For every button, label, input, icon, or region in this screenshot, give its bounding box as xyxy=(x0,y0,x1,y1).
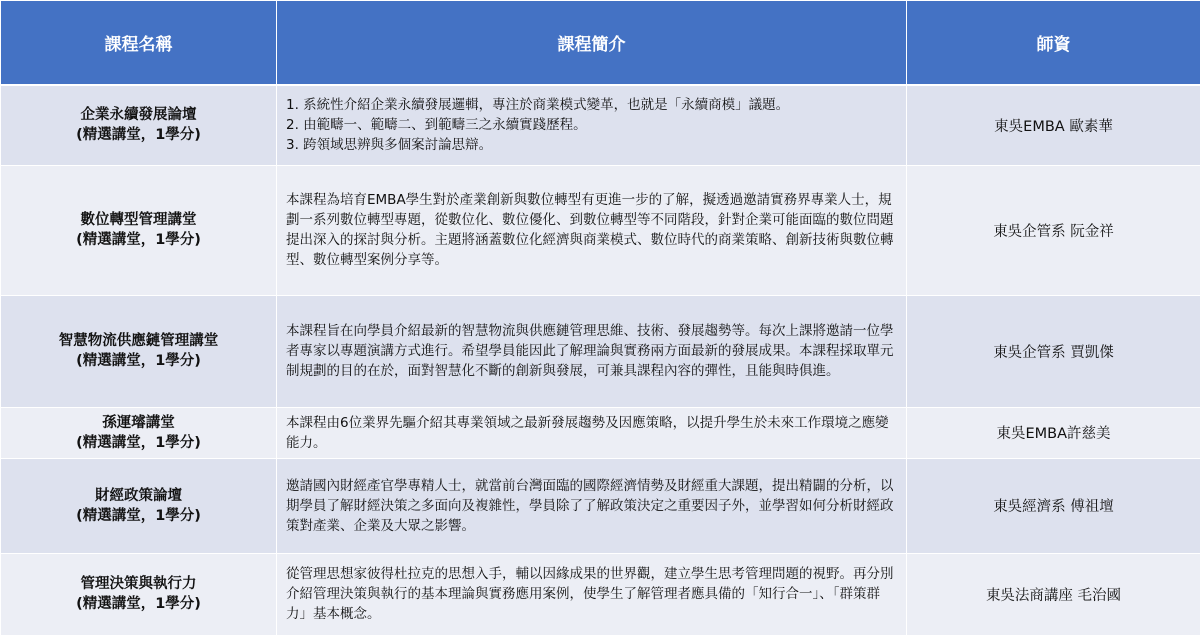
course-teacher: 東吳EMBA 歐素華 xyxy=(907,85,1200,165)
course-teacher: 東吳EMBA許慈美 xyxy=(907,407,1200,458)
course-name: 孫運璿講堂 xyxy=(102,414,175,431)
course-credit: (精選講堂，1學分) xyxy=(76,232,201,248)
header-course-intro: 課程簡介 xyxy=(277,1,907,86)
course-credit: (精選講堂，1學分) xyxy=(76,507,201,524)
course-credit: (精選講堂，1學分) xyxy=(76,127,201,144)
course-teacher: 東吳企管系 阮金祥 xyxy=(907,165,1200,295)
course-name: 智慧物流供應鏈管理講堂 xyxy=(58,333,219,349)
course-name-cell xyxy=(1,85,277,165)
table-row xyxy=(1,295,1200,407)
course-description-cell xyxy=(277,85,907,165)
course-name-cell xyxy=(1,407,277,458)
course-description: 本課程為培育EMBA學生對於產業創新與數位轉型有更進一步的了解，擬透過邀請實務界專業人士，規劃一系列數位轉型專題，從數位化、數位優化、到數位轉型等不同階段，針對企業可能面臨的數位問題提出深入的探討與分析。主題將涵蓋數位化經濟與商業模式、數位時代的商業策略、創新技術與數位轉型、數位轉型案例分享等。 xyxy=(277,165,907,295)
course-name-cell xyxy=(1,295,277,407)
course-description: 本課程由6位業界先驅介紹其專業領域之最新發展趨勢及因應策略，以提升學生於未來工作環境之應變能力。 xyxy=(277,407,907,458)
table-row xyxy=(1,553,1200,635)
course-credit: (精選講堂，1學分) xyxy=(76,353,201,369)
course-teacher: 東吳經濟系 傅祖壇 xyxy=(907,458,1200,553)
description-line: 1. 系統性介紹企業永續發展邏輯，專注於商業模式變革，也就是「永續商模」議題。 xyxy=(286,97,790,114)
course-description: 本課程旨在向學員介紹最新的智慧物流與供應鏈管理思維、技術、發展趨勢等。每次上課將邀請一位學者專家以專題演講方式進行。希望學員能因此了解理論與實務兩方面最新的發展成果。本課程採取單元制規劃的目的在於，面對智慧化不斷的創新與發展，可兼具課程內容的彈性，且能與時俱進。 xyxy=(277,295,907,407)
header-course-name: 課程名稱 xyxy=(1,1,277,86)
course-teacher: 東吳企管系 賈凱傑 xyxy=(907,295,1200,407)
course-credit: (精選講堂，1學分) xyxy=(76,434,201,451)
header-row xyxy=(1,1,1200,86)
description-line: 3. 跨領域思辨與多個案討論思辯。 xyxy=(286,137,493,154)
course-name: 數位轉型管理講堂 xyxy=(80,212,197,228)
course-description: 從管理思想家彼得杜拉克的思想入手，輔以因緣成果的世界觀，建立學生思考管理問題的視野。再分別介紹管理決策與執行的基本理論與實務應用案例，使學生了解管理者應具備的「知行合一」、「群策群力」基本概念。 xyxy=(277,553,907,635)
course-name: 企業永續發展論壇 xyxy=(80,107,197,124)
course-name: 管理決策與執行力 xyxy=(80,576,197,592)
description-line: 2. 由範疇一、範疇二、到範疇三之永續實踐歷程。 xyxy=(286,117,587,134)
course-name-cell xyxy=(1,553,277,635)
course-name-cell xyxy=(1,165,277,295)
table-row xyxy=(1,407,1200,458)
table-row xyxy=(1,165,1200,295)
header-faculty: 師資 xyxy=(907,1,1200,86)
course-name-cell xyxy=(1,458,277,553)
course-description: 邀請國內財經產官學專精人士，就當前台灣面臨的國際經濟情勢及財經重大課題，提出精闢的分析，以期學員了解財經決策之多面向及複雜性，學員除了了解政策決定之重要因子外，並學習如何分析財經政策對產業、企業及大眾之影響。 xyxy=(277,458,907,553)
course-name: 財經政策論壇 xyxy=(95,487,182,504)
table-row xyxy=(1,458,1200,553)
table-row xyxy=(1,85,1200,165)
course-credit: (精選講堂，1學分) xyxy=(76,596,201,612)
course-teacher: 東吳法商講座 毛治國 xyxy=(907,553,1200,635)
